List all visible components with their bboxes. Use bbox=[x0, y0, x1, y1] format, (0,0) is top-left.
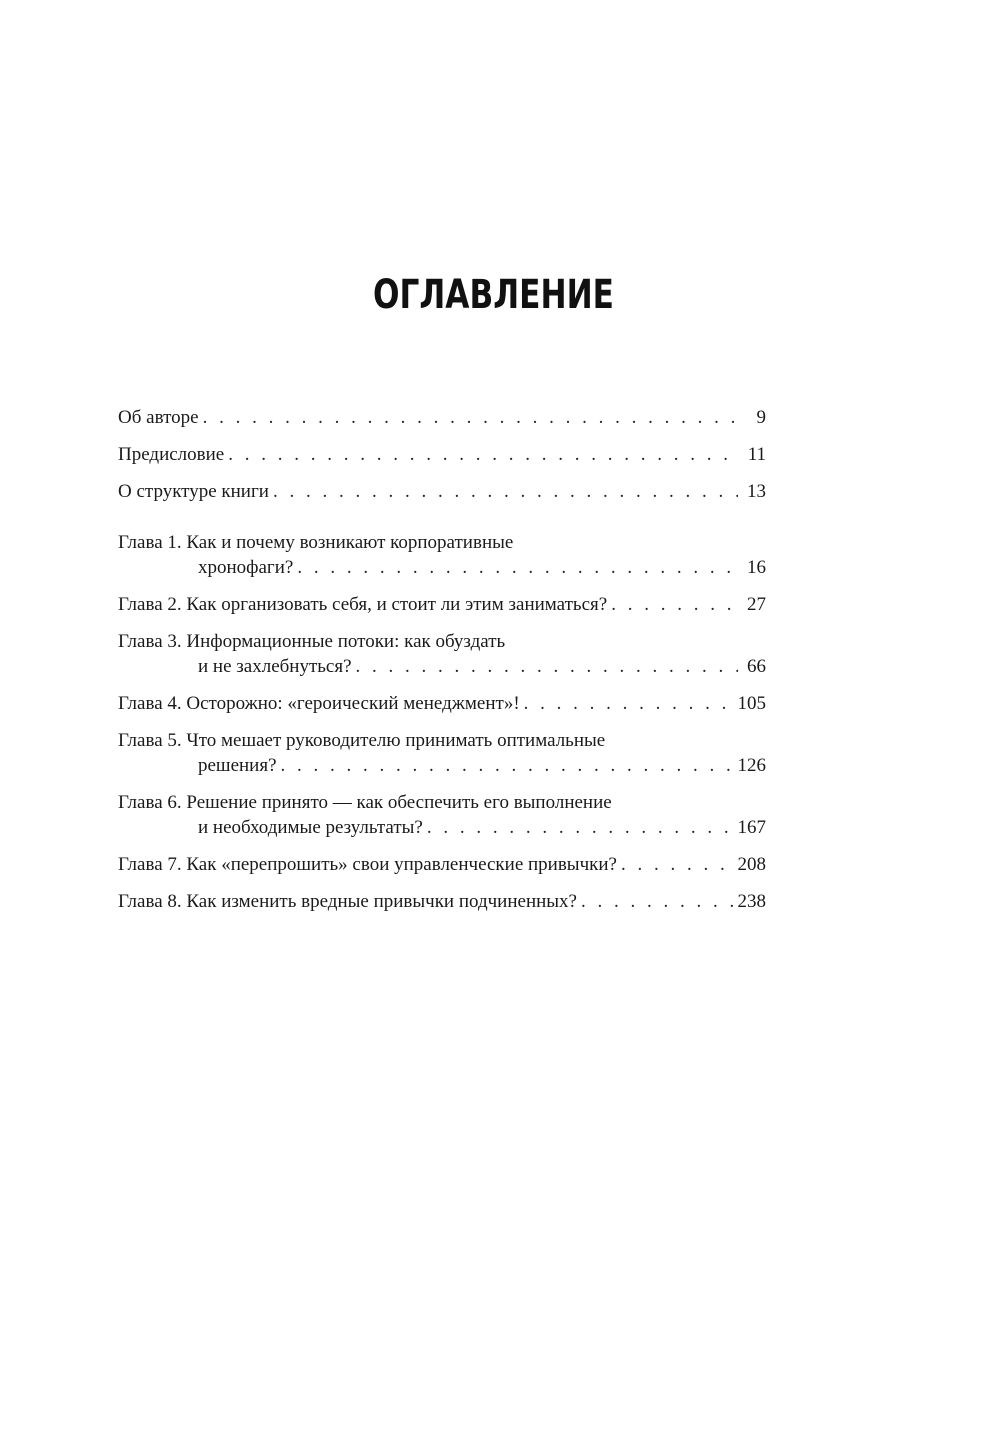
toc-entry-title: Глава 7. Как «перепрошить» свои управленческие привычки? bbox=[118, 854, 617, 875]
page-title: ОГЛАВЛЕНИЕ bbox=[372, 272, 614, 318]
toc-entry-chapter-3 bbox=[118, 629, 766, 679]
toc-entry-title-continuation: и необходимые результаты? bbox=[198, 817, 423, 838]
toc-entry-title-continuation: хронофаги? bbox=[198, 557, 294, 578]
dot-leader bbox=[611, 592, 738, 617]
toc-entry-title: Глава 4. Осторожно: «героический менеджмент»! bbox=[118, 693, 520, 714]
toc-page-number: 126 bbox=[737, 755, 766, 776]
toc-page-number: 16 bbox=[747, 557, 766, 578]
toc-page-number: 167 bbox=[737, 817, 766, 838]
toc-entry-chapter-1 bbox=[118, 530, 766, 580]
toc-entry-chapter-7 bbox=[118, 852, 766, 877]
toc-entry-title: Глава 8. Как изменить вредные привычки подчиненных? bbox=[118, 891, 577, 912]
toc-page-number: 9 bbox=[756, 407, 766, 428]
toc-entry-title: Предисловие bbox=[118, 444, 225, 465]
dot-leader bbox=[228, 442, 738, 467]
toc-entry-title: Глава 2. Как организовать себя, и стоит ли этим заниматься? bbox=[118, 594, 608, 615]
dot-leader bbox=[427, 815, 734, 840]
toc-entry-title-line: Глава 5. Что мешает руководителю принимать оптимальные bbox=[118, 730, 606, 751]
toc-page-number: 11 bbox=[747, 444, 766, 465]
toc-entry-title-continuation: и не захлебнуться? bbox=[198, 656, 352, 677]
toc-page-number: 13 bbox=[747, 481, 766, 502]
toc-entry-chapter-2 bbox=[118, 592, 766, 617]
toc-entry-about-author bbox=[118, 405, 766, 430]
toc-entry-title: Об авторе bbox=[118, 407, 199, 428]
toc-entry-book-structure bbox=[118, 479, 766, 504]
toc-entry-title-continuation: решения? bbox=[198, 755, 277, 776]
toc-page-number: 66 bbox=[747, 656, 766, 677]
dot-leader bbox=[297, 555, 738, 580]
dot-leader bbox=[524, 691, 734, 716]
toc-page-number: 27 bbox=[747, 594, 766, 615]
dot-leader bbox=[203, 405, 738, 430]
toc-page-number: 208 bbox=[737, 854, 766, 875]
toc-entry-title-line: Глава 3. Информационные потоки: как обуздать bbox=[118, 631, 506, 652]
toc-entry-chapter-4 bbox=[118, 691, 766, 716]
toc-entry-chapter-8 bbox=[118, 889, 766, 914]
toc-entry-chapter-6 bbox=[118, 790, 766, 840]
toc-entry-preface bbox=[118, 442, 766, 467]
toc-entry-title-line: Глава 6. Решение принято — как обеспечить его выполнение bbox=[118, 792, 612, 813]
toc-page-number: 238 bbox=[737, 891, 766, 912]
dot-leader bbox=[356, 654, 738, 679]
dot-leader bbox=[581, 889, 734, 914]
toc-entry-title: О структуре книги bbox=[118, 481, 269, 502]
toc-entry-title-line: Глава 1. Как и почему возникают корпоративные bbox=[118, 532, 514, 553]
toc-page-number: 105 bbox=[737, 693, 766, 714]
dot-leader bbox=[621, 852, 734, 877]
dot-leader bbox=[273, 479, 738, 504]
dot-leader bbox=[281, 753, 734, 778]
table-of-contents bbox=[118, 405, 766, 926]
toc-entry-chapter-5 bbox=[118, 728, 766, 778]
